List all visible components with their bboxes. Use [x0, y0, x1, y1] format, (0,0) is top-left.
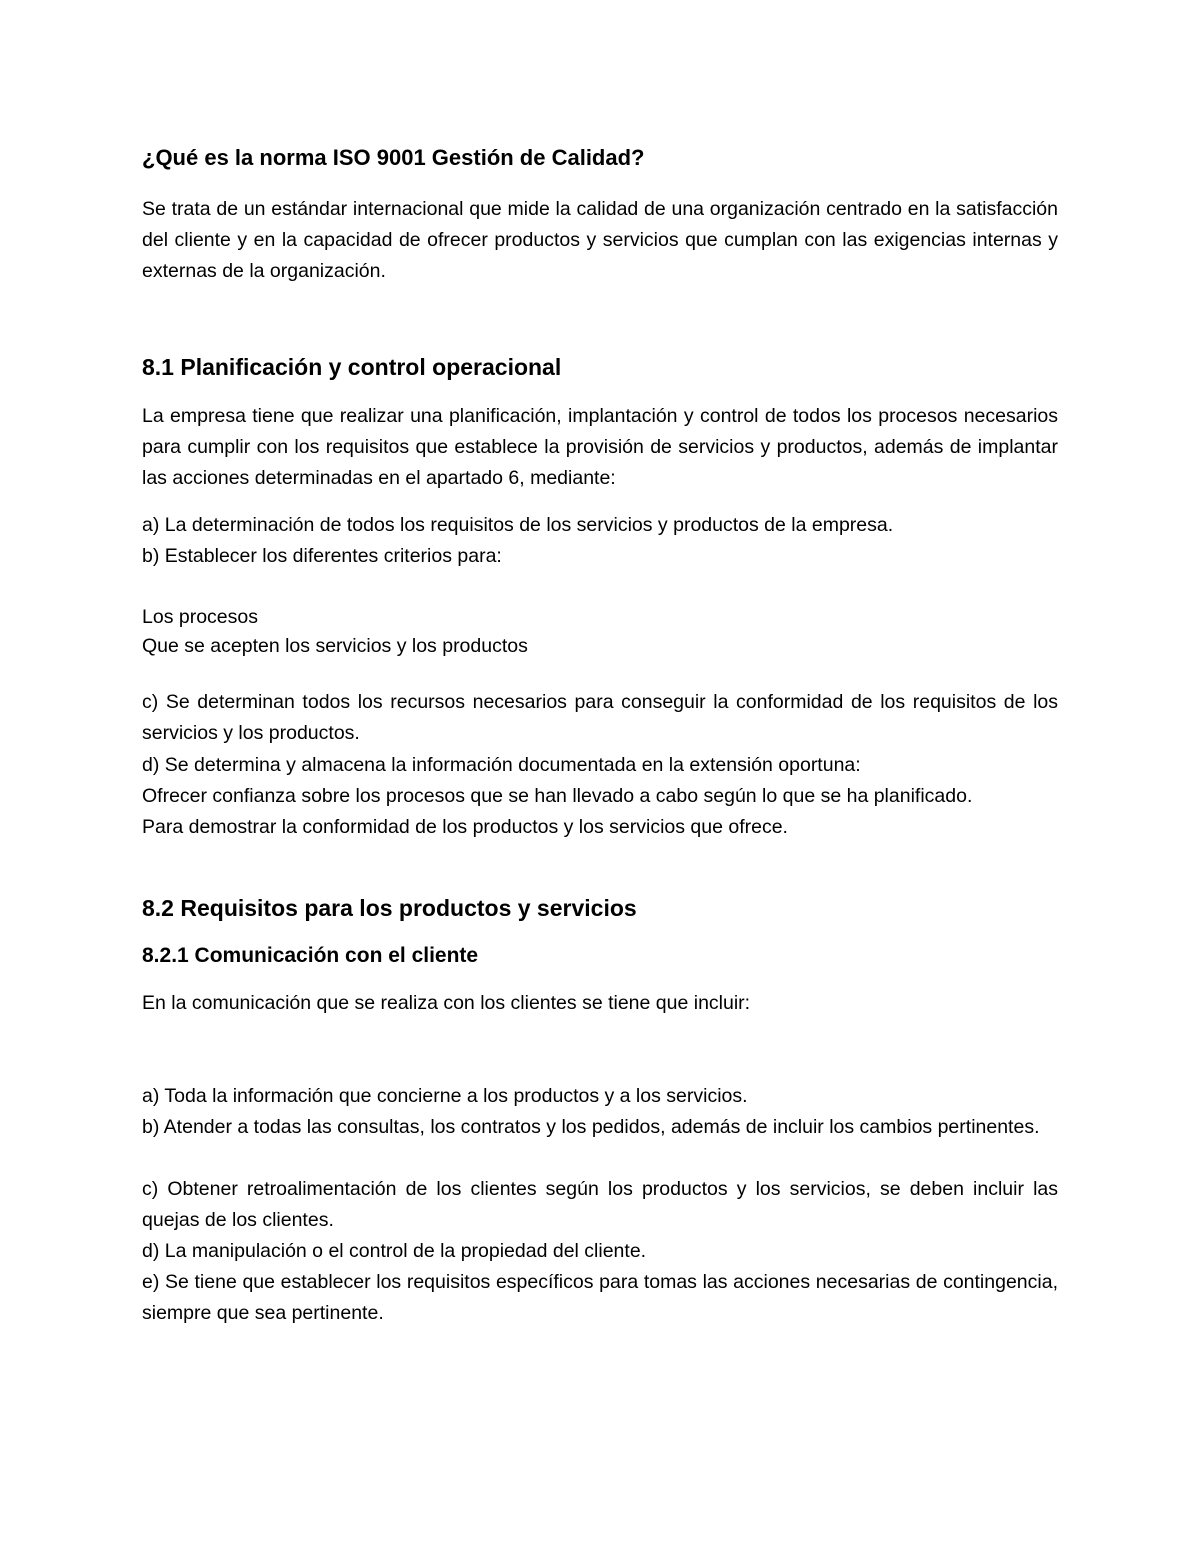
- intro-heading: ¿Qué es la norma ISO 9001 Gestión de Calidad?: [142, 145, 645, 170]
- section-8-2-1-item-c: c) Obtener retroalimentación de los clientes según los productos y los servicios, se deben incluir las quejas de los clientes.: [142, 1178, 1058, 1231]
- section-8-1-item-a: a) La determinación de todos los requisitos de los servicios y productos de la empresa.: [142, 514, 894, 536]
- section-8-2-1-item-b: b) Atender a todas las consultas, los contratos y los pedidos, además de incluir los cambios pertinentes.: [142, 1116, 1040, 1138]
- section-8-2-1-item-e: e) Se tiene que establecer los requisitos específicos para tomas las acciones necesarias de contingencia, siempre que sea pertinente.: [142, 1271, 1058, 1324]
- section-8-1-item-d-2: Para demostrar la conformidad de los productos y los servicios que ofrece.: [142, 816, 788, 838]
- section-8-1-paragraph: La empresa tiene que realizar una planificación, implantación y control de todos los procesos necesarios para cumplir con los requisitos que establece la provisión de servicios y productos, además de implantar las acciones determinadas en el apartado 6, mediante:: [142, 405, 1058, 489]
- section-8-2-1-subheading: 8.2.1 Comunicación con el cliente: [142, 944, 479, 967]
- section-8-2-1-item-d: d) La manipulación o el control de la propiedad del cliente.: [142, 1240, 647, 1262]
- section-8-1-item-c: c) Se determinan todos los recursos necesarios para conseguir la conformidad de los requisitos de los servicios y los productos.: [142, 691, 1058, 744]
- section-8-1-criteria-2: Que se acepten los servicios y los productos: [142, 635, 528, 657]
- section-8-2-heading: 8.2 Requisitos para los productos y servicios: [142, 895, 637, 921]
- section-8-1-item-b: b) Establecer los diferentes criterios para:: [142, 545, 502, 567]
- section-8-2-1-paragraph: En la comunicación que se realiza con los clientes se tiene que incluir:: [142, 992, 751, 1014]
- section-8-1-criteria-1: Los procesos: [142, 606, 258, 628]
- section-8-1-item-d: d) Se determina y almacena la información documentada en la extensión oportuna:: [142, 754, 861, 776]
- section-8-2-1-item-a: a) Toda la información que concierne a los productos y a los servicios.: [142, 1085, 748, 1107]
- section-8-1-item-d-1: Ofrecer confianza sobre los procesos que se han llevado a cabo según lo que se ha planificado.: [142, 785, 973, 807]
- intro-paragraph: Se trata de un estándar internacional que mide la calidad de una organización centrado en la satisfacción del cliente y en la capacidad de ofrecer productos y servicios que cumplan con las exigencias internas y externas de la organización.: [142, 198, 1058, 282]
- section-8-1-heading: 8.1 Planificación y control operacional: [142, 354, 562, 380]
